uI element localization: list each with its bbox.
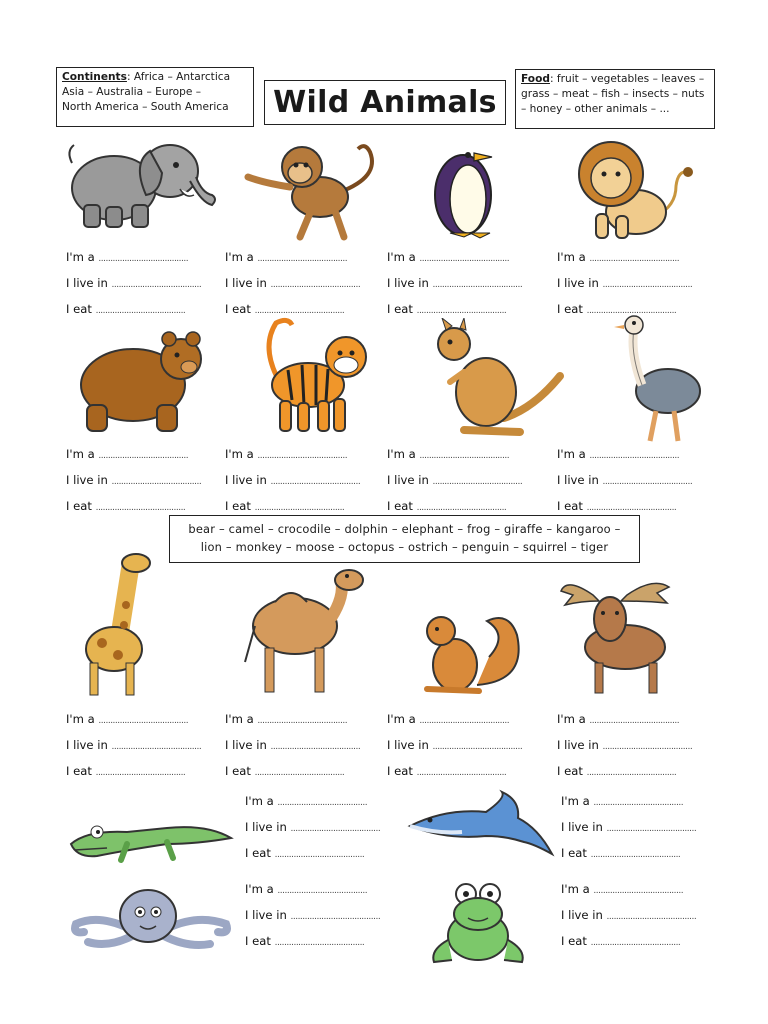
live-in-prompt: I live in: [66, 738, 108, 752]
continents-line-1: Africa – Antarctica: [133, 71, 231, 83]
food-line-2: grass – meat – fish – insects – nuts: [521, 88, 705, 100]
continents-label: Continents:: [62, 71, 134, 83]
animal-5-im-a-line[interactable]: [66, 447, 188, 461]
food-line-3: – honey – other animals – ...: [521, 103, 670, 115]
live-in-prompt: I live in: [387, 738, 429, 752]
answer-blank[interactable]: ......................................: [602, 280, 693, 290]
animal-16-im-a-line[interactable]: [561, 882, 683, 896]
animal-6-eat-line[interactable]: [225, 499, 344, 513]
answer-blank[interactable]: ......................................: [111, 280, 202, 290]
animal-14-eat-line[interactable]: [561, 846, 680, 860]
animal-3-eat-line[interactable]: [387, 302, 506, 316]
im-a-prompt: I'm a: [66, 447, 95, 461]
animal-9-live-in-line[interactable]: [66, 738, 201, 752]
live-in-prompt: I live in: [557, 738, 599, 752]
answer-blank[interactable]: ......................................: [419, 451, 510, 461]
live-in-prompt: I live in: [245, 820, 287, 834]
eat-prompt: I eat: [225, 499, 251, 513]
eat-prompt: I eat: [557, 302, 583, 316]
animal-12-eat-line[interactable]: [557, 764, 676, 778]
answer-blank[interactable]: ......................................: [95, 768, 186, 778]
animal-16-live-in-line[interactable]: [561, 908, 696, 922]
eat-prompt: I eat: [561, 934, 587, 948]
continents-line-2: Asia – Australia – Europe –: [62, 86, 202, 98]
animal-8-im-a-line[interactable]: [557, 447, 679, 461]
animal-6-live-in-line[interactable]: [225, 473, 360, 487]
animal-12-live-in-line[interactable]: [557, 738, 692, 752]
eat-prompt: I eat: [245, 846, 271, 860]
animal-4-eat-line[interactable]: [557, 302, 676, 316]
animal-12-im-a-line[interactable]: [557, 712, 679, 726]
answer-blank[interactable]: ......................................: [589, 716, 680, 726]
penguin-picture: [428, 133, 498, 241]
answer-blank[interactable]: ......................................: [606, 912, 697, 922]
animal-8-live-in-line[interactable]: [557, 473, 692, 487]
im-a-prompt: I'm a: [245, 882, 274, 896]
answer-blank[interactable]: ......................................: [274, 850, 365, 860]
live-in-prompt: I live in: [561, 908, 603, 922]
animal-13-im-a-line[interactable]: [245, 794, 367, 808]
answer-blank[interactable]: ......................................: [602, 742, 693, 752]
answer-blank[interactable]: ......................................: [277, 798, 368, 808]
eat-prompt: I eat: [387, 499, 413, 513]
answer-blank[interactable]: ......................................: [290, 912, 381, 922]
animal-16-eat-line[interactable]: [561, 934, 680, 948]
animal-15-live-in-line[interactable]: [245, 908, 380, 922]
live-in-prompt: I live in: [561, 820, 603, 834]
animal-13-live-in-line[interactable]: [245, 820, 380, 834]
im-a-prompt: I'm a: [557, 250, 586, 264]
animal-11-im-a-line[interactable]: [387, 712, 509, 726]
answer-blank[interactable]: ......................................: [419, 716, 510, 726]
animal-7-im-a-line[interactable]: [387, 447, 509, 461]
octopus-picture: [68, 884, 233, 956]
eat-prompt: I eat: [387, 302, 413, 316]
live-in-prompt: I live in: [225, 738, 267, 752]
answer-blank[interactable]: ......................................: [589, 254, 680, 264]
answer-blank[interactable]: ......................................: [432, 280, 523, 290]
tiger-picture: [258, 315, 373, 437]
animal-14-live-in-line[interactable]: [561, 820, 696, 834]
animal-10-eat-line[interactable]: [225, 764, 344, 778]
im-a-prompt: I'm a: [557, 447, 586, 461]
answer-blank[interactable]: ......................................: [95, 306, 186, 316]
animal-1-eat-line[interactable]: [66, 302, 185, 316]
answer-blank[interactable]: ......................................: [586, 306, 677, 316]
im-a-prompt: I'm a: [387, 447, 416, 461]
im-a-prompt: I'm a: [387, 250, 416, 264]
animal-11-eat-line[interactable]: [387, 764, 506, 778]
live-in-prompt: I live in: [66, 473, 108, 487]
answer-blank[interactable]: ......................................: [254, 306, 345, 316]
answer-blank[interactable]: ......................................: [419, 254, 510, 264]
crocodile-picture: [67, 804, 235, 864]
food-box: [515, 69, 715, 129]
answer-blank[interactable]: ......................................: [254, 768, 345, 778]
answer-blank[interactable]: ......................................: [593, 886, 684, 896]
im-a-prompt: I'm a: [225, 250, 254, 264]
word-bank-line-2: lion – monkey – moose – octopus – ostrich – penguin – squirrel – tiger: [200, 540, 609, 554]
camel-picture: [241, 566, 366, 696]
continents-line-3: North America – South America: [62, 101, 229, 113]
elephant-picture: [62, 133, 222, 233]
word-bank-line-1: bear – camel – crocodile – dolphin – elephant – frog – giraffe – kangaroo –: [188, 522, 621, 536]
answer-blank[interactable]: ......................................: [111, 477, 202, 487]
animal-4-im-a-line[interactable]: [557, 250, 679, 264]
eat-prompt: I eat: [557, 499, 583, 513]
eat-prompt: I eat: [66, 302, 92, 316]
eat-prompt: I eat: [387, 764, 413, 778]
animal-14-im-a-line[interactable]: [561, 794, 683, 808]
answer-blank[interactable]: ......................................: [586, 768, 677, 778]
answer-blank[interactable]: ......................................: [432, 742, 523, 752]
page-title-text: Wild Animals: [273, 85, 497, 120]
eat-prompt: I eat: [561, 846, 587, 860]
animal-1-live-in-line[interactable]: [66, 276, 201, 290]
answer-blank[interactable]: ......................................: [590, 938, 681, 948]
eat-prompt: I eat: [225, 302, 251, 316]
animal-8-eat-line[interactable]: [557, 499, 676, 513]
squirrel-picture: [417, 605, 527, 697]
animal-3-live-in-line[interactable]: [387, 276, 522, 290]
live-in-prompt: I live in: [225, 276, 267, 290]
frog-picture: [428, 880, 528, 968]
answer-blank[interactable]: ......................................: [270, 742, 361, 752]
food-label: Food:: [521, 73, 557, 85]
answer-blank[interactable]: ......................................: [111, 742, 202, 752]
animal-13-eat-line[interactable]: [245, 846, 364, 860]
answer-blank[interactable]: ......................................: [257, 254, 348, 264]
animal-15-im-a-line[interactable]: [245, 882, 367, 896]
continents-box: [56, 67, 254, 127]
im-a-prompt: I'm a: [245, 794, 274, 808]
animal-3-im-a-line[interactable]: [387, 250, 509, 264]
answer-blank[interactable]: ......................................: [98, 254, 189, 264]
animal-2-live-in-line[interactable]: [225, 276, 360, 290]
im-a-prompt: I'm a: [225, 712, 254, 726]
im-a-prompt: I'm a: [66, 712, 95, 726]
answer-blank[interactable]: ......................................: [586, 503, 677, 513]
animal-9-eat-line[interactable]: [66, 764, 185, 778]
answer-blank[interactable]: ......................................: [254, 503, 345, 513]
dolphin-picture: [406, 788, 556, 860]
eat-prompt: I eat: [66, 764, 92, 778]
moose-picture: [559, 571, 674, 695]
animal-5-live-in-line[interactable]: [66, 473, 201, 487]
animal-7-eat-line[interactable]: [387, 499, 506, 513]
giraffe-picture: [78, 545, 158, 697]
lion-picture: [566, 136, 696, 242]
answer-blank[interactable]: ......................................: [416, 306, 507, 316]
ostrich-picture: [612, 313, 707, 448]
bear-picture: [73, 325, 208, 435]
animal-15-eat-line[interactable]: [245, 934, 364, 948]
live-in-prompt: I live in: [387, 276, 429, 290]
live-in-prompt: I live in: [66, 276, 108, 290]
animal-10-live-in-line[interactable]: [225, 738, 360, 752]
answer-blank[interactable]: ......................................: [270, 477, 361, 487]
answer-blank[interactable]: ......................................: [416, 768, 507, 778]
live-in-prompt: I live in: [245, 908, 287, 922]
answer-blank[interactable]: ......................................: [590, 850, 681, 860]
food-line-1: fruit – vegetables – leaves –: [556, 73, 705, 85]
answer-blank[interactable]: ......................................: [98, 716, 189, 726]
animal-7-live-in-line[interactable]: [387, 473, 522, 487]
im-a-prompt: I'm a: [561, 882, 590, 896]
eat-prompt: I eat: [557, 764, 583, 778]
answer-blank[interactable]: ......................................: [416, 503, 507, 513]
answer-blank[interactable]: ......................................: [606, 824, 697, 834]
animal-2-im-a-line[interactable]: [225, 250, 347, 264]
answer-blank[interactable]: ......................................: [270, 280, 361, 290]
answer-blank[interactable]: ......................................: [257, 451, 348, 461]
im-a-prompt: I'm a: [561, 794, 590, 808]
animal-2-eat-line[interactable]: [225, 302, 344, 316]
answer-blank[interactable]: ......................................: [277, 886, 368, 896]
animal-4-live-in-line[interactable]: [557, 276, 692, 290]
kangaroo-picture: [424, 318, 564, 438]
answer-blank[interactable]: ......................................: [98, 451, 189, 461]
live-in-prompt: I live in: [387, 473, 429, 487]
answer-blank[interactable]: ......................................: [290, 824, 381, 834]
answer-blank[interactable]: ......................................: [593, 798, 684, 808]
animal-9-im-a-line[interactable]: [66, 712, 188, 726]
im-a-prompt: I'm a: [557, 712, 586, 726]
im-a-prompt: I'm a: [225, 447, 254, 461]
animal-6-im-a-line[interactable]: [225, 447, 347, 461]
page-title: [264, 80, 506, 125]
answer-blank[interactable]: ......................................: [95, 503, 186, 513]
answer-blank[interactable]: ......................................: [274, 938, 365, 948]
eat-prompt: I eat: [225, 764, 251, 778]
answer-blank[interactable]: ......................................: [589, 451, 680, 461]
live-in-prompt: I live in: [557, 276, 599, 290]
answer-blank[interactable]: ......................................: [257, 716, 348, 726]
im-a-prompt: I'm a: [66, 250, 95, 264]
answer-blank[interactable]: ......................................: [432, 477, 523, 487]
live-in-prompt: I live in: [557, 473, 599, 487]
animal-11-live-in-line[interactable]: [387, 738, 522, 752]
monkey-picture: [240, 137, 390, 247]
answer-blank[interactable]: ......................................: [602, 477, 693, 487]
eat-prompt: I eat: [66, 499, 92, 513]
animal-10-im-a-line[interactable]: [225, 712, 347, 726]
animal-1-im-a-line[interactable]: [66, 250, 188, 264]
live-in-prompt: I live in: [225, 473, 267, 487]
eat-prompt: I eat: [245, 934, 271, 948]
animal-5-eat-line[interactable]: [66, 499, 185, 513]
im-a-prompt: I'm a: [387, 712, 416, 726]
word-bank: [169, 515, 640, 563]
